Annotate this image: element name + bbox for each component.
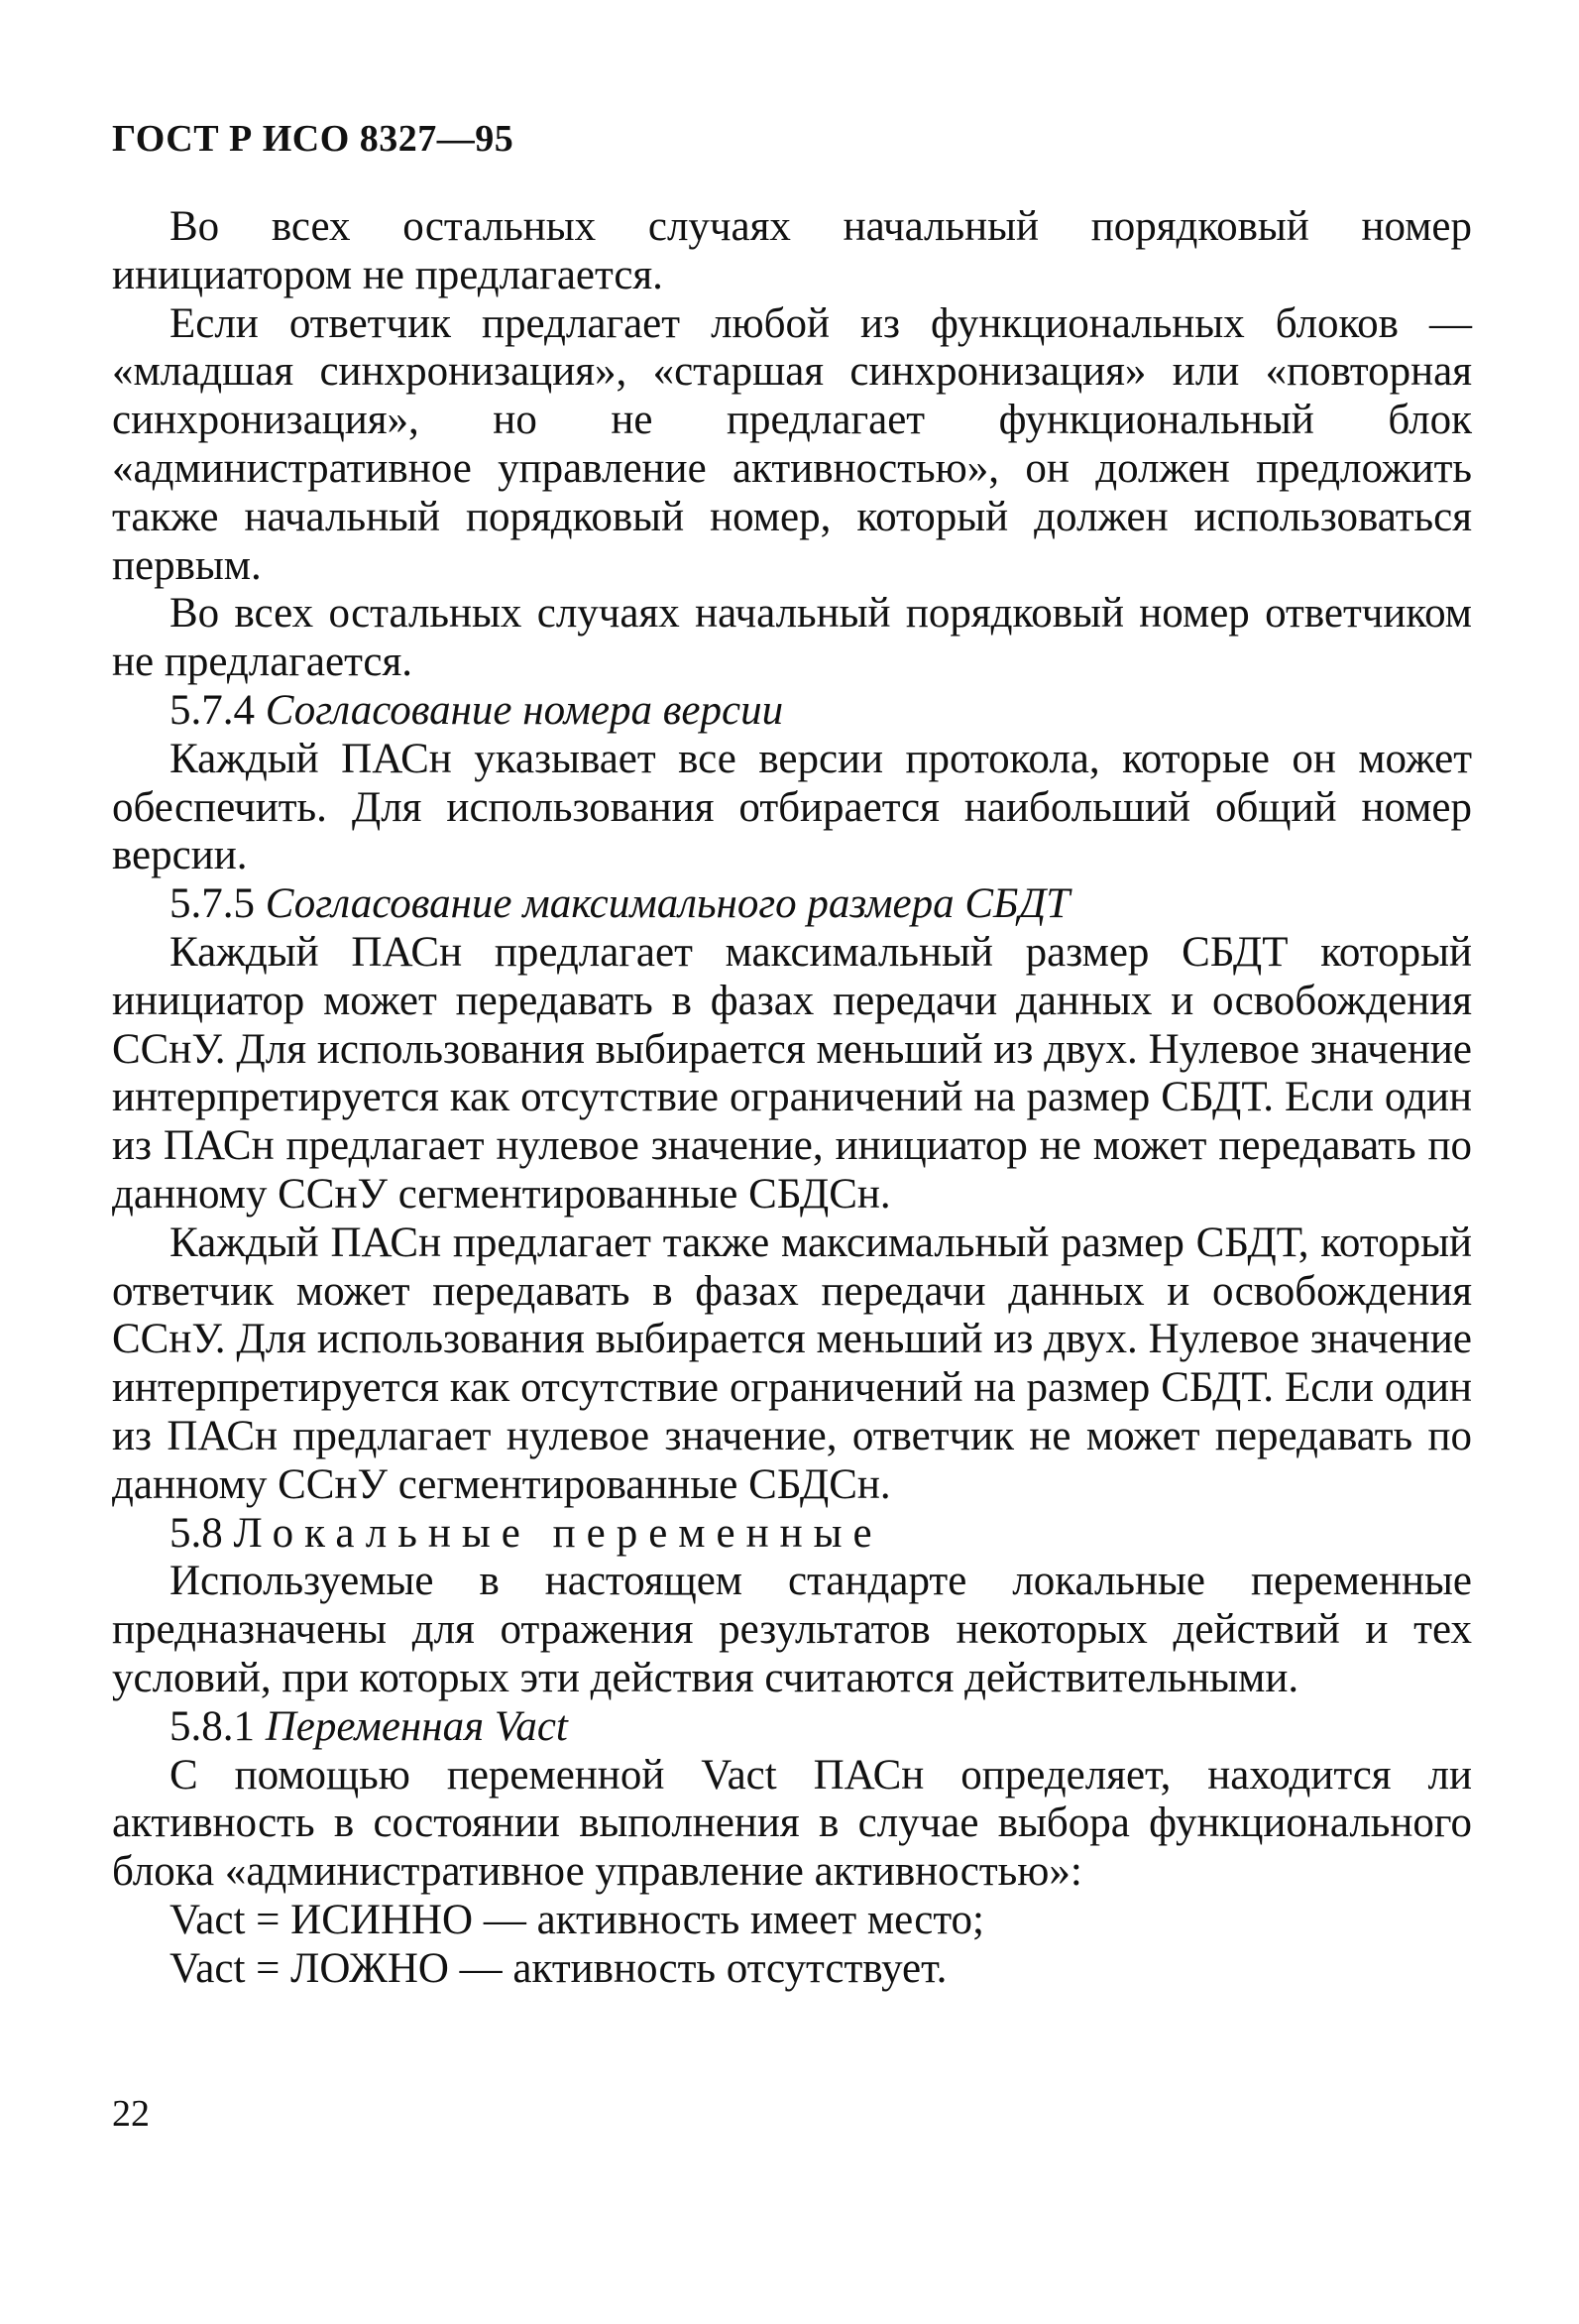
section-title: Локальные переменные bbox=[233, 1509, 883, 1557]
paragraph: Во всех остальных случаях начальный порядковый номер инициатором не предлагается. bbox=[112, 203, 1472, 298]
section-number: 5.8.1 bbox=[169, 1702, 255, 1750]
section-number: 5.8 bbox=[169, 1509, 223, 1557]
paragraph: Каждый ПАСн предлагает также максимальный размер СБДТ, который ответчик может передавать в фазах передачи данных и освобождения ССнУ. Для использования выбирается меньший из двух. Нулевое значение интерпретируется как отсутствие ограничений на размер СБДТ. Если один из ПАСн предлагает нулевое значение, ответчик не может передавать по данному ССнУ сегментированные СБДСн. bbox=[112, 1219, 1472, 1508]
document-header: ГОСТ Р ИСО 8327—95 bbox=[112, 118, 514, 160]
paragraph: Во всех остальных случаях начальный порядковый номер ответчиком не предлагается. bbox=[112, 590, 1472, 686]
formula-line: Vact = ИСИННО — активность имеет место; bbox=[169, 1896, 984, 1943]
section-title: Согласование номера версии bbox=[265, 686, 784, 734]
paragraph: Каждый ПАСн предлагает максимальный размер СБДТ который инициатор может передавать в фазах передачи данных и освобождения ССнУ. Для использования выбирается меньший из двух. Нулевое значение интерпретируется как отсутствие ограничений на размер СБДТ. Если один из ПАСн предлагает нулевое значение, инициатор не может передавать по данному ССнУ сегментированные СБДСн. bbox=[112, 928, 1472, 1218]
section-heading-5-7-4 bbox=[112, 687, 1472, 736]
section-number: 5.7.4 bbox=[169, 686, 255, 734]
section-title: Переменная Vact bbox=[265, 1702, 568, 1750]
section-heading-5-8 bbox=[112, 1510, 1472, 1559]
section-title: Согласование максимального размера СБДТ bbox=[265, 880, 1071, 928]
paragraph: Каждый ПАСн указывает все версии протокола, которые он может обеспечить. Для использования отбирается наибольший общий номер версии. bbox=[112, 735, 1472, 879]
formula-line: Vact = ЛОЖНО — активность отсутствует. bbox=[169, 1944, 948, 1992]
document-body bbox=[112, 203, 1472, 1993]
section-heading-5-7-5 bbox=[112, 880, 1472, 929]
section-heading-5-8-1 bbox=[112, 1703, 1472, 1752]
paragraph: Используемые в настоящем стандарте локальные переменные предназначены для отражения результатов некоторых действий и тех условий, при которых эти действия считаются действительными. bbox=[112, 1558, 1472, 1701]
paragraph: Если ответчик предлагает любой из функциональных блоков — «младшая синхронизация», «старшая синхронизация» или «повторная синхронизация», но не предлагает функциональный блок «административное управление активностью», он должен предложить также начальный порядковый номер, который должен использоваться первым. bbox=[112, 299, 1472, 589]
paragraph: С помощью переменной Vact ПАСн определяет, находится ли активность в состоянии выполнения в случае выбора функционального блока «административное управление активностью»: bbox=[112, 1751, 1472, 1896]
page-number: 22 bbox=[112, 2093, 150, 2135]
section-number: 5.7.5 bbox=[169, 880, 255, 928]
